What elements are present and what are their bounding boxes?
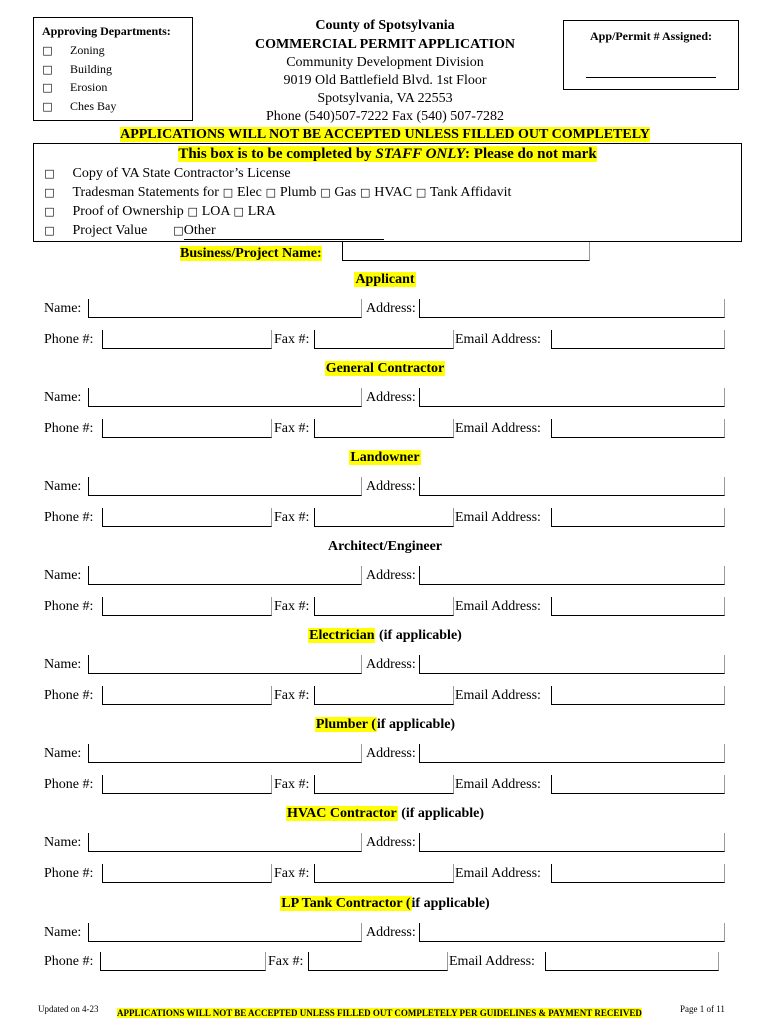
staff-row-tradesman [44,185,511,201]
checkbox-icon[interactable]: □ [44,186,55,199]
section-title [0,717,770,733]
business-name-label: Business/Project Name: [180,246,322,261]
section-title-suffix: if applicable) [376,717,456,732]
checkbox-icon[interactable]: □ [42,81,53,94]
address-label: Address: [366,301,416,316]
email-field[interactable] [551,597,725,616]
email-label: Email Address: [455,510,541,525]
name-field[interactable] [88,923,362,942]
name-field[interactable] [88,833,362,852]
staff-project-value-label: Project Value [72,223,148,238]
checkbox-icon[interactable]: □ [265,186,277,199]
address-field[interactable] [419,388,725,407]
checkbox-icon[interactable]: □ [222,186,234,199]
phone-label: Phone #: [44,599,94,614]
office-phone: Phone (540)507-7222 Fax (540) 507-7282 [266,109,504,124]
footer-warning: APPLICATIONS WILL NOT BE ACCEPTED UNLESS FILLED OUT COMPLETELY PER GUIDELINES & PAYMENT RECEIVED [117,1008,642,1018]
address-field[interactable] [419,923,725,942]
address-label: Address: [366,479,416,494]
checkbox-icon[interactable]: □ [233,205,244,218]
phone-field[interactable] [102,864,272,883]
county-name: County of Spotsylvania [315,18,455,33]
name-field[interactable] [88,299,362,318]
name-label: Name: [44,835,82,850]
checkbox-icon[interactable]: □ [173,224,184,237]
staff-elec-label: Elec [233,185,266,200]
address-label: Address: [366,568,416,583]
section-title [0,272,770,288]
staff-loa-label: LOA [198,204,234,219]
footer-updated: Updated on 4-23 [38,1004,99,1014]
email-field[interactable] [551,419,725,438]
name-field[interactable] [88,655,362,674]
header [200,17,570,126]
approving-item-label: Zoning [70,43,105,57]
staff-other-label: Other [184,223,384,240]
name-label: Name: [44,390,82,405]
section-title [0,806,770,822]
approving-item [42,62,112,77]
section-title [0,628,770,644]
top-warning-row [0,125,770,143]
checkbox-icon[interactable]: □ [42,99,53,113]
email-label: Email Address: [455,777,541,792]
checkbox-icon[interactable]: □ [360,186,371,199]
phone-label: Phone #: [44,866,94,881]
address-field[interactable] [419,833,725,852]
name-label: Name: [44,568,82,583]
name-field[interactable] [88,566,362,585]
staff-ownership-label: Proof of Ownership [72,204,188,219]
phone-field[interactable] [102,686,272,705]
email-label: Email Address: [455,332,541,347]
name-label: Name: [44,479,82,494]
fax-label: Fax #: [274,421,310,436]
staff-only-box [33,143,742,242]
staff-row-license-label: Copy of VA State Contractor’s License [72,166,291,181]
fax-label: Fax #: [274,777,310,792]
address-field[interactable] [419,744,725,763]
address-field[interactable] [419,655,725,674]
approving-item [42,43,105,58]
staff-row-license [44,166,291,182]
section-title-main: Electrician [309,628,375,643]
section-title [0,539,770,555]
checkbox-icon[interactable]: □ [44,224,55,237]
section-title-main: Applicant [355,272,415,287]
checkbox-icon[interactable]: □ [42,44,53,57]
approving-item [42,80,107,95]
fax-label: Fax #: [274,510,310,525]
phone-field[interactable] [102,775,272,794]
name-label: Name: [44,657,82,672]
email-field[interactable] [551,686,725,705]
phone-label: Phone #: [44,421,94,436]
email-field[interactable] [551,775,725,794]
name-field[interactable] [88,744,362,763]
email-field[interactable] [551,508,725,527]
fax-field[interactable] [314,775,454,794]
section-title-main: General Contractor [325,361,445,376]
permit-number-box [563,20,739,90]
fax-field[interactable] [308,952,448,971]
staff-lra-label: LRA [244,204,276,219]
address-label: Address: [366,835,416,850]
section-title-main: HVAC Contractor [286,806,397,821]
email-label: Email Address: [455,866,541,881]
division-name: Community Development Division [286,55,484,70]
fax-label: Fax #: [274,332,310,347]
phone-label: Phone #: [44,954,94,969]
business-name-row [180,244,322,262]
fax-field[interactable] [314,597,454,616]
fax-field[interactable] [314,330,454,349]
address-label: Address: [366,390,416,405]
section-title-main: LP Tank Contractor ( [281,896,411,911]
email-label: Email Address: [455,688,541,703]
office-city: Spotsylvania, VA 22553 [317,91,453,106]
section-title-main: Plumber ( [315,717,376,732]
approving-item-label: Erosion [70,80,108,94]
checkbox-icon[interactable]: □ [44,205,55,218]
staff-gas-label: Gas [330,185,360,200]
phone-field[interactable] [100,952,266,971]
section-title [0,450,770,466]
phone-label: Phone #: [44,688,94,703]
checkbox-icon[interactable]: □ [42,62,53,76]
email-field[interactable] [551,330,725,349]
address-label: Address: [366,657,416,672]
staff-tank-label: Tank Affidavit [426,185,512,200]
phone-label: Phone #: [44,510,94,525]
top-warning: APPLICATIONS WILL NOT BE ACCEPTED UNLESS FILLED OUT COMPLETELY [120,127,650,142]
approving-item [42,99,116,114]
staff-plumb-label: Plumb [276,185,320,200]
staff-heading-row [34,145,741,163]
address-field[interactable] [419,477,725,496]
footer-page-number: Page 1 of 11 [680,1004,725,1014]
section-title [0,361,770,377]
address-label: Address: [366,746,416,761]
phone-field[interactable] [102,330,272,349]
office-address: 9019 Old Battlefield Blvd. 1st Floor [283,73,487,88]
email-field[interactable] [545,952,719,971]
approving-departments-title: Approving Departments: [42,24,171,38]
email-label: Email Address: [449,954,535,969]
approving-item-label: Ches Bay [70,98,117,113]
approving-item-label: Building [70,61,113,76]
name-label: Name: [44,746,82,761]
fax-field[interactable] [314,686,454,705]
fax-label: Fax #: [274,599,310,614]
address-label: Address: [366,925,416,940]
phone-field[interactable] [102,419,272,438]
checkbox-icon[interactable]: □ [187,205,198,218]
business-name-field[interactable] [342,242,590,261]
name-field[interactable] [88,477,362,496]
staff-heading: This box is to be completed by STAFF ONLY: Please do not mark [178,146,597,162]
section-title-main: Landowner [350,450,420,465]
email-field[interactable] [551,864,725,883]
phone-label: Phone #: [44,777,94,792]
fax-field[interactable] [314,419,454,438]
checkbox-icon[interactable]: □ [44,167,55,180]
fax-label: Fax #: [274,866,310,881]
form-title: COMMERCIAL PERMIT APPLICATION [254,37,516,52]
section-title-main: Architect/Engineer [327,539,443,554]
permit-number-field[interactable] [586,65,716,78]
checkbox-icon[interactable]: □ [320,186,331,199]
address-field[interactable] [419,566,725,585]
phone-field[interactable] [102,597,272,616]
section-title [0,896,770,912]
staff-row-ownership [44,204,276,220]
fax-field[interactable] [314,864,454,883]
section-title-suffix: (if applicable) [375,628,462,643]
phone-label: Phone #: [44,332,94,347]
footer-warning-row [117,1003,642,1021]
email-label: Email Address: [455,599,541,614]
approving-departments-box [33,17,193,121]
name-label: Name: [44,925,82,940]
fax-label: Fax #: [274,688,310,703]
fax-label: Fax #: [268,954,304,969]
name-label: Name: [44,301,82,316]
checkbox-icon[interactable]: □ [415,186,427,199]
permit-number-label: App/Permit # Assigned: [589,29,712,43]
staff-row-value [44,223,384,240]
address-field[interactable] [419,299,725,318]
staff-hvac-label: HVAC [370,185,416,200]
name-field[interactable] [88,388,362,407]
email-label: Email Address: [455,421,541,436]
section-title-suffix: if applicable) [411,896,490,911]
phone-field[interactable] [102,508,272,527]
section-title-suffix: (if applicable) [397,806,485,821]
fax-field[interactable] [314,508,454,527]
staff-tradesman-label: Tradesman Statements for [72,185,223,200]
